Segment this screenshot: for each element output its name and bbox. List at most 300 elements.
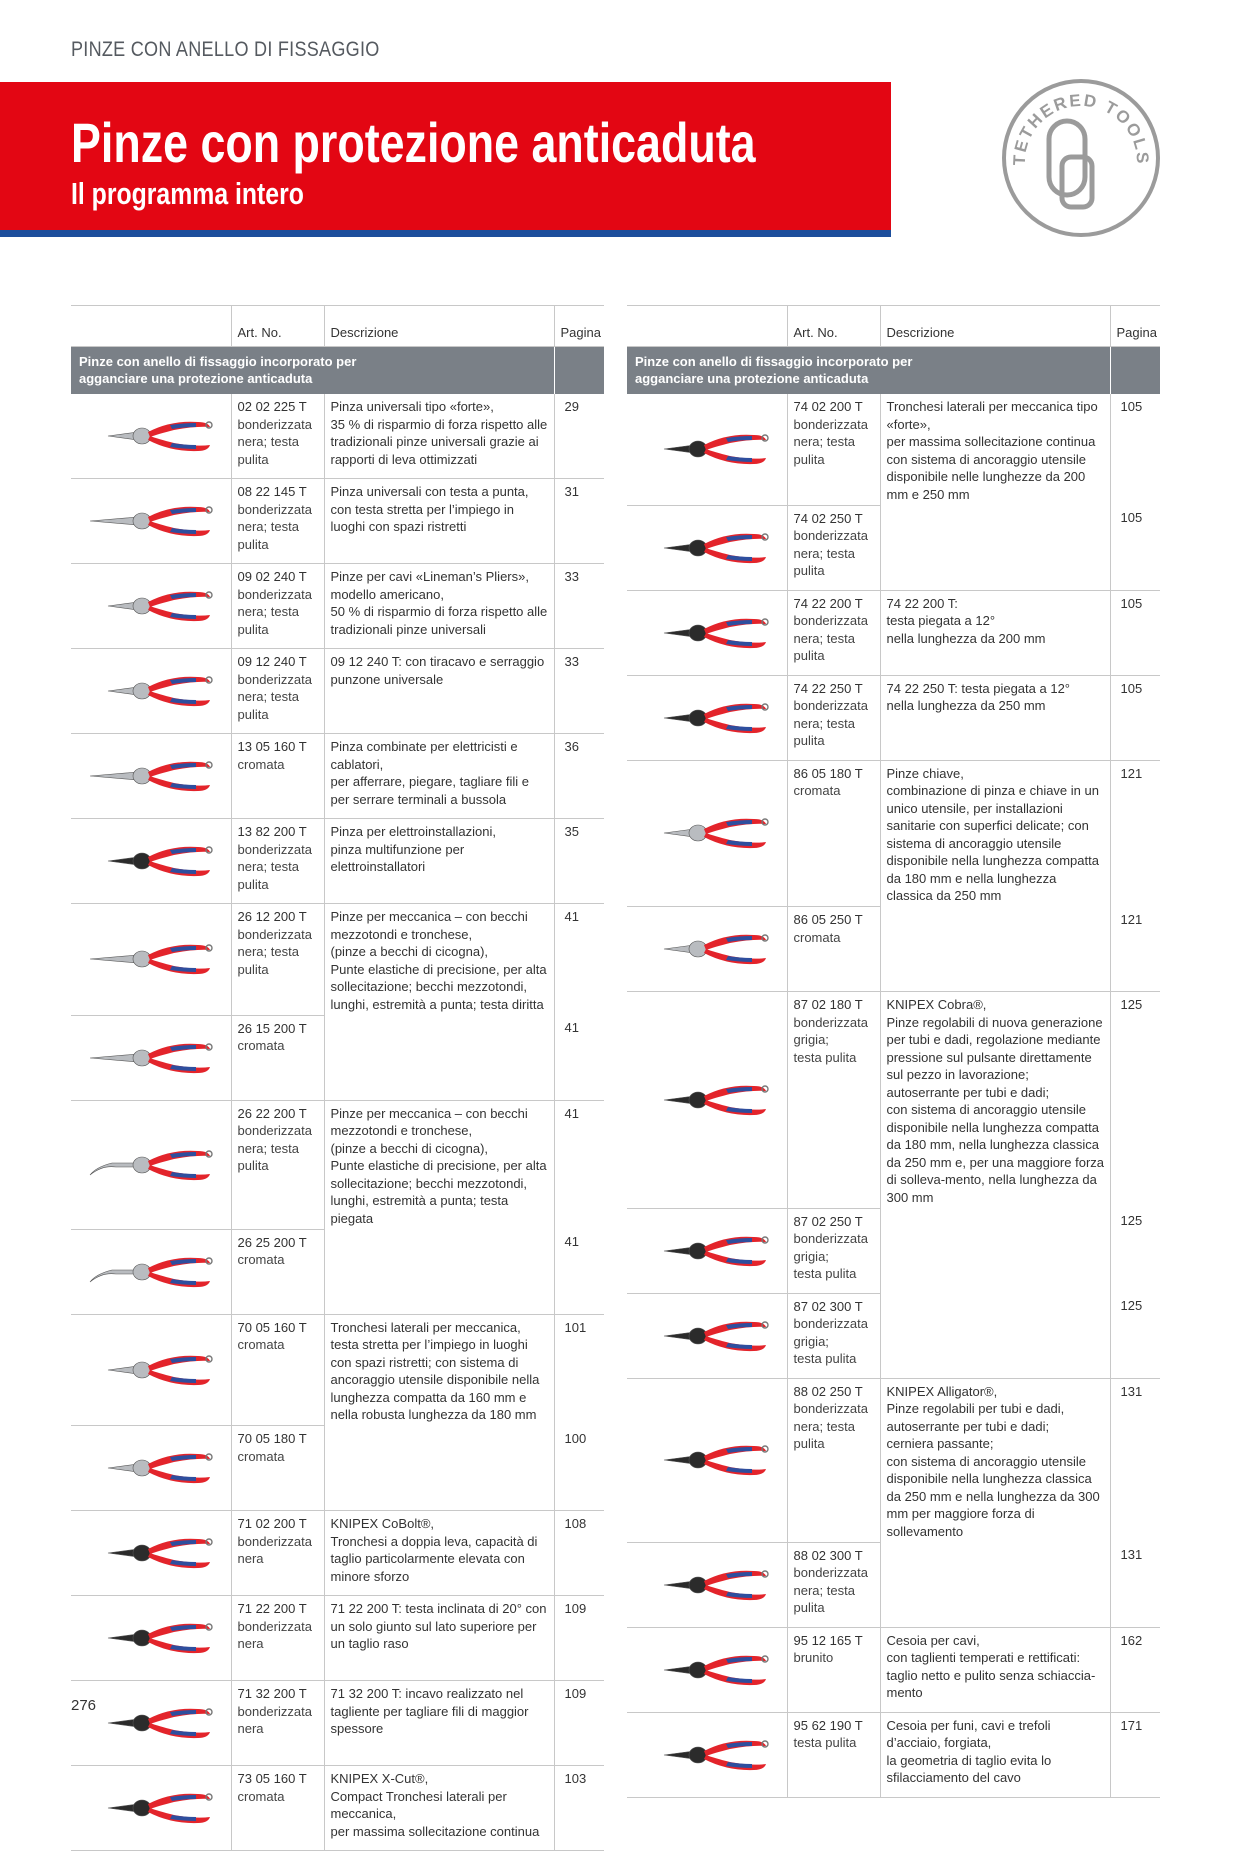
page-cell — [1110, 992, 1160, 1209]
article-cell — [231, 904, 324, 1016]
pliers-wrench-icon — [642, 805, 772, 861]
article-finish: bonderizzata nera; testa pulita — [793, 1401, 868, 1451]
high-leverage-cutter-icon — [642, 605, 772, 661]
product-row — [71, 1314, 604, 1426]
description-text: Pinza universali con testa a punta, con testa stretta per l’impiego in luoghi con spazi ristretti — [330, 484, 529, 534]
description-cell — [324, 394, 554, 479]
product-row — [627, 394, 1160, 505]
page-reference: 121 — [1120, 911, 1143, 927]
product-image — [71, 564, 231, 649]
page-reference: 103 — [564, 1771, 587, 1786]
group-title: Pinze con anello di fissaggio incorporato per agganciare una protezione anticaduta — [71, 347, 554, 395]
product-image — [71, 1766, 231, 1851]
bent-nose-pliers-icon — [86, 1244, 216, 1300]
article-finish: bonderizzata nera; testa pulita — [237, 586, 312, 637]
article-cell — [787, 1378, 880, 1542]
product-image — [627, 1378, 787, 1542]
product-row — [71, 1426, 604, 1511]
description-cell — [324, 819, 554, 904]
bent-nose-pliers-icon — [86, 1137, 216, 1193]
description-text: Tronchesi laterali per meccanica, testa stretta per l’impiego in luoghi con spazi ristretti; con sistema di ancoraggio utensile disponibile nella lunghezza compatta da 160 mm e nella robusta lunghezza da 180 mm — [330, 1319, 540, 1422]
page-cell — [554, 479, 604, 564]
article-cell — [231, 1681, 324, 1766]
product-table-left — [71, 305, 604, 1851]
page-reference: 100 — [564, 1430, 587, 1446]
product-image — [71, 1100, 231, 1229]
product-image — [627, 1293, 787, 1378]
article-number: 70 05 160 T — [237, 1319, 307, 1335]
product-image — [627, 907, 787, 992]
article-cell — [787, 1712, 880, 1797]
article-cell — [231, 649, 324, 734]
product-row — [71, 649, 604, 734]
article-number: 95 62 190 T — [793, 1717, 863, 1733]
product-row — [71, 564, 604, 649]
page-reference: 171 — [1120, 1717, 1143, 1733]
article-finish: bonderizzata nera — [237, 1533, 312, 1566]
product-image — [627, 760, 787, 907]
product-row — [71, 1596, 604, 1681]
page-cell — [554, 819, 604, 904]
page-cell — [1110, 1712, 1160, 1797]
article-cell — [231, 1015, 324, 1100]
description-text: Pinze per meccanica – con becchi mezzotondi e tronchese, (pinze a becchi di cicogna), Punte elastiche di precisione, per alta sollecitazione; becchi mezzotondi, lunghi, estremità a punta; testa diritta — [330, 909, 547, 1012]
article-number: 02 02 225 T — [237, 399, 307, 414]
product-row — [627, 760, 1160, 907]
product-row — [627, 1542, 1160, 1627]
description-cell — [324, 1314, 554, 1426]
product-row — [627, 992, 1160, 1209]
description-cell — [880, 992, 1110, 1209]
product-row — [627, 1378, 1160, 1542]
article-finish: bonderizzata nera; testa pulita — [237, 671, 312, 722]
column-header-page: Pagina — [554, 306, 604, 347]
description-cell — [880, 907, 1110, 992]
description-text: 71 22 200 T: testa inclinata di 20° con un solo giunto sul lato superiore per un taglio raso — [330, 1601, 547, 1651]
water-pump-pliers-icon — [642, 1223, 772, 1279]
article-number: 86 05 180 T — [793, 765, 863, 781]
product-image — [627, 505, 787, 590]
article-number: 09 12 240 T — [237, 654, 307, 669]
product-table-right — [627, 305, 1160, 1798]
lineman-pliers-icon — [86, 663, 216, 719]
page-reference: 101 — [564, 1319, 587, 1335]
product-image — [71, 1596, 231, 1681]
description-cell — [324, 904, 554, 1016]
product-image — [71, 1426, 231, 1511]
article-finish: brunito — [793, 1650, 834, 1665]
article-number: 70 05 180 T — [237, 1431, 307, 1446]
product-image — [627, 1627, 787, 1712]
description-text: Pinze per meccanica – con becchi mezzotondi e tronchese, (pinze a becchi di cicogna), Punte elastiche di precisione, per alta sollecitazione; becchi mezzotondi, lunghi, estremità a punta; testa piegata — [330, 1105, 547, 1226]
article-number: 71 32 200 T — [237, 1686, 307, 1701]
description-text: Pinze per cavi «Lineman’s Pliers», modello americano, 50 % di risparmio di forza rispetto alle tradizionali pinze universali — [330, 569, 548, 637]
description-cell — [880, 1208, 1110, 1293]
description-cell — [324, 649, 554, 734]
page-cell — [1110, 1378, 1160, 1542]
compact-cutter-icon — [86, 1780, 216, 1836]
bolt-cutter-icon — [86, 1610, 216, 1666]
page-reference: 36 — [564, 739, 579, 754]
page-reference: 162 — [1120, 1632, 1143, 1648]
page-cell — [554, 1681, 604, 1766]
water-pump-pliers-icon — [642, 1308, 772, 1364]
product-row — [71, 1229, 604, 1314]
page-cell — [1110, 505, 1160, 590]
page-cell — [554, 1596, 604, 1681]
description-text: KNIPEX CoBolt®, Tronchesi a doppia leva, capacità di taglio particolarmente elevata con minore sforzo — [330, 1516, 538, 1584]
description-cell — [880, 760, 1110, 907]
product-row — [627, 1627, 1160, 1712]
article-number: 13 05 160 T — [237, 739, 307, 754]
page-cell — [554, 1511, 604, 1596]
product-image — [71, 1015, 231, 1100]
description-cell — [324, 1100, 554, 1229]
article-cell — [231, 394, 324, 479]
description-cell — [324, 1511, 554, 1596]
product-image — [71, 394, 231, 479]
article-finish: bonderizzata nera — [237, 1703, 312, 1736]
page-cell — [1110, 394, 1160, 505]
description-text: 74 22 250 T: testa piegata a 12° nella lunghezza da 250 mm — [886, 680, 1070, 713]
description-cell — [324, 564, 554, 649]
product-image — [627, 590, 787, 675]
product-row — [71, 394, 604, 479]
page-reference: 35 — [564, 824, 579, 839]
page-reference: 108 — [564, 1516, 587, 1531]
page-cell — [554, 564, 604, 649]
description-cell — [324, 1681, 554, 1766]
article-cell — [787, 675, 880, 760]
page-reference: 109 — [564, 1601, 587, 1616]
product-image — [71, 1314, 231, 1426]
article-finish: cromata — [793, 929, 841, 945]
description-text: Tronchesi laterali per meccanica tipo «forte», per massima sollecitazione continua con sistema di ancoraggio utensile disponibile nelle lunghezze da 200 mm e 250 mm — [886, 399, 1098, 502]
article-number: 26 22 200 T — [237, 1105, 307, 1121]
page-reference: 33 — [564, 654, 579, 669]
description-cell — [324, 734, 554, 819]
product-image — [627, 1712, 787, 1797]
article-finish: bonderizzata grigia; testa pulita — [793, 1014, 868, 1065]
high-leverage-cutter-icon — [642, 520, 772, 576]
bolt-cutter-icon — [86, 1695, 216, 1751]
lineman-pliers-icon — [86, 578, 216, 634]
bolt-cutter-icon — [86, 1525, 216, 1581]
alligator-pliers-icon — [642, 1557, 772, 1613]
page-cell — [554, 1314, 604, 1426]
article-cell — [231, 1596, 324, 1681]
article-cell — [231, 1511, 324, 1596]
pliers-wrench-icon — [642, 921, 772, 977]
page-reference: 41 — [564, 909, 579, 924]
product-row — [71, 1100, 604, 1229]
water-pump-pliers-icon — [642, 1072, 772, 1128]
article-number: 71 22 200 T — [237, 1601, 307, 1616]
description-text: KNIPEX X-Cut®, Compact Tronchesi laterali per meccanica, per massima sollecitazione continua — [330, 1771, 540, 1839]
article-number: 87 02 180 T — [793, 997, 863, 1012]
page-cell — [554, 1229, 604, 1314]
description-cell — [324, 1229, 554, 1314]
product-row — [71, 904, 604, 1016]
article-number: 87 02 300 T — [793, 1298, 863, 1314]
article-cell — [787, 505, 880, 590]
product-row — [71, 1766, 604, 1851]
combination-pliers-icon — [86, 408, 216, 464]
article-number: 74 02 250 T — [793, 510, 863, 526]
description-text: Pinza per elettroinstallazioni, pinza multifunzione per elettroinstallatori — [330, 824, 496, 874]
article-number: 86 05 250 T — [793, 912, 863, 927]
diagonal-cutter-icon — [86, 1440, 216, 1496]
article-cell — [787, 1542, 880, 1627]
description-cell — [880, 1542, 1110, 1627]
description-cell — [880, 1293, 1110, 1378]
product-row — [71, 819, 604, 904]
column-header-desc: Descrizione — [880, 306, 1110, 347]
article-finish: bonderizzata nera — [237, 1618, 312, 1651]
description-text: 09 12 240 T: con tiracavo e serraggio punzone universale — [330, 654, 545, 687]
product-row — [627, 1712, 1160, 1797]
page-cell — [1110, 1627, 1160, 1712]
page-reference: 131 — [1120, 1547, 1143, 1562]
page-cell — [554, 649, 604, 734]
product-image — [627, 1542, 787, 1627]
page-cell — [554, 1766, 604, 1851]
article-cell — [787, 907, 880, 992]
badge-text: TETHERED TOOLS — [1009, 90, 1153, 166]
page-cell — [1110, 1208, 1160, 1293]
description-cell — [880, 394, 1110, 505]
article-cell — [787, 1293, 880, 1378]
article-number: 26 25 200 T — [237, 1234, 307, 1250]
page-reference: 33 — [564, 569, 579, 584]
article-cell — [787, 394, 880, 505]
description-cell — [880, 1712, 1110, 1797]
article-finish: testa pulita — [793, 1735, 857, 1750]
high-leverage-cutter-icon — [642, 421, 772, 477]
article-finish: bonderizzata nera; testa pulita — [793, 613, 868, 663]
product-image — [71, 479, 231, 564]
article-finish: bonderizzata grigia; testa pulita — [793, 1316, 868, 1366]
article-cell — [231, 1314, 324, 1426]
article-finish: bonderizzata nera; testa pulita — [237, 841, 312, 892]
product-image — [71, 1229, 231, 1314]
description-cell — [324, 1766, 554, 1851]
product-row — [71, 1015, 604, 1100]
column-header-image — [71, 306, 231, 347]
article-finish: bonderizzata grigia; testa pulita — [793, 1231, 868, 1281]
product-image — [627, 394, 787, 505]
diagonal-cutter-icon — [86, 1342, 216, 1398]
article-number: 87 02 250 T — [793, 1213, 863, 1229]
page-reference: 131 — [1120, 1383, 1143, 1399]
page-reference: 105 — [1120, 510, 1143, 525]
article-cell — [231, 479, 324, 564]
page-reference: 41 — [564, 1105, 579, 1121]
page-cell — [554, 1015, 604, 1100]
page-reference: 41 — [564, 1020, 579, 1035]
page-cell — [1110, 590, 1160, 675]
product-row — [627, 590, 1160, 675]
page-cell — [554, 1100, 604, 1229]
article-finish: cromata — [237, 756, 285, 772]
product-image — [627, 992, 787, 1209]
description-cell — [324, 1015, 554, 1100]
description-cell — [880, 1378, 1110, 1542]
description-cell — [880, 590, 1110, 675]
product-row — [627, 1208, 1160, 1293]
installation-pliers-icon — [86, 833, 216, 889]
column-header-page: Pagina — [1110, 306, 1160, 347]
article-finish: bonderizzata nera; testa pulita — [237, 926, 312, 977]
page-number: 276 — [71, 1697, 97, 1714]
product-row — [71, 1511, 604, 1596]
description-text: 74 22 200 T: testa piegata a 12° nella lunghezza da 200 mm — [886, 595, 1046, 646]
snipe-nose-pliers-icon — [86, 1030, 216, 1086]
page-reference: 105 — [1120, 680, 1143, 696]
product-image — [71, 1681, 231, 1766]
high-leverage-cutter-icon — [642, 690, 772, 746]
product-row — [627, 675, 1160, 760]
page-reference: 31 — [564, 484, 579, 499]
article-finish: cromata — [237, 1448, 285, 1464]
description-cell — [324, 479, 554, 564]
page-subtitle: Il programma intero — [71, 176, 304, 211]
product-image — [71, 734, 231, 819]
cable-shears-icon — [642, 1642, 772, 1698]
article-finish: bonderizzata nera; testa pulita — [237, 416, 312, 467]
page-reference: 105 — [1120, 399, 1143, 414]
article-number: 74 22 250 T — [793, 680, 863, 696]
page-title: Pinze con protezione anticaduta — [71, 111, 756, 174]
description-text: Cesoia per cavi, con taglienti temperati e rettificati: taglio netto e pulito senza schiaccia-mento — [886, 1632, 1096, 1700]
description-cell — [880, 1627, 1110, 1712]
electrician-pliers-icon — [86, 748, 216, 804]
page-cell — [1110, 1293, 1160, 1378]
article-cell — [231, 1229, 324, 1314]
product-image — [627, 1208, 787, 1293]
article-number: 73 05 160 T — [237, 1771, 307, 1786]
tethered-tools-badge-icon — [1000, 77, 1162, 239]
group-header-row — [71, 347, 604, 395]
page-cell — [554, 904, 604, 1016]
product-row — [627, 907, 1160, 992]
article-cell — [787, 590, 880, 675]
group-header-row — [627, 347, 1160, 395]
page-cell — [554, 394, 604, 479]
column-header-art: Art. No. — [231, 306, 324, 347]
article-finish: cromata — [237, 1252, 285, 1267]
page-cell — [554, 734, 604, 819]
description-text: KNIPEX Cobra®, Pinze regolabili di nuova generazione per tubi e dadi, regolazione mediante pressione sul pulsante direttamente sul pezzo in lavorazione; autoserrante per tubi e dadi; con sistema di ancoraggio utensile disponibile nella lunghezza compatta da 180 mm, nella lunghezza classica da 250 mm e, per una maggiore forza di solleva-mento, nella lunghezza da 300 mm — [886, 997, 1105, 1205]
article-cell — [231, 564, 324, 649]
article-cell — [231, 1766, 324, 1851]
product-image — [71, 904, 231, 1016]
article-number: 13 82 200 T — [237, 824, 307, 839]
article-finish: bonderizzata nera; testa pulita — [793, 528, 868, 578]
article-number: 08 22 145 T — [237, 484, 307, 499]
article-finish: bonderizzata nera; testa pulita — [237, 501, 312, 552]
article-cell — [231, 1426, 324, 1511]
description-cell — [880, 505, 1110, 590]
product-image — [627, 675, 787, 760]
group-title: Pinze con anello di fissaggio incorporato per agganciare una protezione anticaduta — [627, 347, 1110, 395]
article-number: 74 22 200 T — [793, 595, 863, 611]
product-row — [71, 479, 604, 564]
product-row — [71, 1681, 604, 1766]
description-text: Pinza combinate per elettricisti e cablatori, per afferrare, piegare, tagliare fili e per serrare terminali a bussola — [330, 739, 529, 807]
article-number: 88 02 250 T — [793, 1383, 863, 1399]
article-cell — [787, 992, 880, 1209]
article-number: 09 02 240 T — [237, 569, 307, 584]
description-cell — [880, 675, 1110, 760]
article-number: 26 15 200 T — [237, 1020, 307, 1036]
description-text: KNIPEX Alligator®, Pinze regolabili per tubi e dadi, autoserrante per tubi e dadi; cerniera passante; con sistema di ancoraggio utensile disponibile nella lunghezza classica da 250 mm e nella lunghezza da 300 mm per maggiore forza di sollevamento — [886, 1383, 1100, 1539]
product-row — [627, 1293, 1160, 1378]
product-row — [71, 734, 604, 819]
article-finish: cromata — [793, 783, 841, 798]
alligator-pliers-icon — [642, 1432, 772, 1488]
product-image — [71, 649, 231, 734]
page-reference: 29 — [564, 399, 579, 414]
article-number: 26 12 200 T — [237, 909, 307, 924]
page-reference: 105 — [1120, 595, 1143, 611]
article-number: 74 02 200 T — [793, 399, 863, 414]
page-cell — [1110, 1542, 1160, 1627]
article-cell — [787, 760, 880, 907]
article-finish: bonderizzata nera; testa pulita — [793, 1565, 868, 1615]
snipe-nose-pliers-icon — [86, 931, 216, 987]
description-cell — [324, 1596, 554, 1681]
page-reference: 41 — [564, 1234, 579, 1249]
page-reference: 121 — [1120, 765, 1143, 781]
article-finish: bonderizzata nera; testa pulita — [237, 1123, 312, 1173]
description-text: Pinze chiave, combinazione di pinza e chiave in un unico utensile, per installazioni sanitarie con superfici delicate; con sistema di ancoraggio utensile disponibile nella lunghezza compatta da 180 mm e nella lunghezza classica da 250 mm — [886, 765, 1099, 903]
article-cell — [231, 1100, 324, 1229]
article-number: 71 02 200 T — [237, 1516, 307, 1531]
page-cell — [1110, 907, 1160, 992]
page-cell — [554, 1426, 604, 1511]
section-label: PINZE CON ANELLO DI FISSAGGIO — [71, 38, 380, 61]
product-image — [71, 1511, 231, 1596]
description-text: Pinza universali tipo «forte», 35 % di risparmio di forza rispetto alle tradizionali pinze universali grazie ai rapporti di leva ottimizzati — [330, 399, 548, 467]
product-image — [71, 819, 231, 904]
description-text: Cesoia per funi, cavi e trefoli d’acciaio, forgiata, la geometria di taglio evita lo sfilacciamento del cavo — [886, 1717, 1052, 1785]
description-text: 71 32 200 T: incavo realizzato nel tagliente per tagliare fili di maggior spessore — [330, 1686, 529, 1736]
article-cell — [787, 1627, 880, 1712]
column-header-art: Art. No. — [787, 306, 880, 347]
article-cell — [231, 734, 324, 819]
column-header-desc: Descrizione — [324, 306, 554, 347]
page-reference: 125 — [1120, 1298, 1143, 1313]
page-cell — [1110, 760, 1160, 907]
article-finish: cromata — [237, 1337, 285, 1352]
product-row — [627, 505, 1160, 590]
article-finish: cromata — [237, 1788, 285, 1804]
page-reference: 109 — [564, 1686, 587, 1701]
article-cell — [231, 819, 324, 904]
page-cell — [1110, 675, 1160, 760]
article-cell — [787, 1208, 880, 1293]
page-reference: 125 — [1120, 1213, 1143, 1228]
needle-combination-pliers-icon — [86, 493, 216, 549]
article-number: 88 02 300 T — [793, 1547, 863, 1563]
description-cell — [324, 1426, 554, 1511]
article-finish: bonderizzata nera; testa pulita — [793, 416, 868, 467]
wire-rope-cutter-icon — [642, 1727, 772, 1783]
article-finish: bonderizzata nera; testa pulita — [793, 698, 868, 748]
article-number: 95 12 165 T — [793, 1632, 863, 1648]
column-header-image — [627, 306, 787, 347]
